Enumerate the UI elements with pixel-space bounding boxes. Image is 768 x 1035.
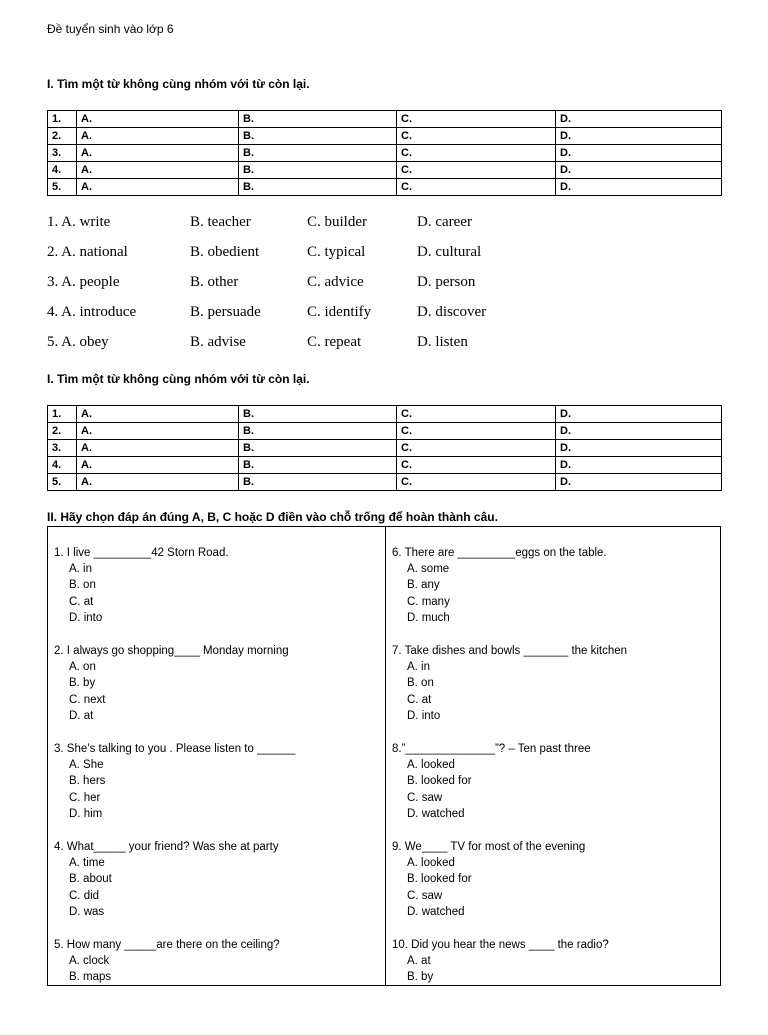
- word-option: B. obedient: [190, 244, 260, 260]
- answer-option: B. on: [407, 677, 434, 690]
- answer-cell: A.: [77, 457, 239, 474]
- answer-cell: A.: [77, 423, 239, 440]
- word-option: B. teacher: [190, 214, 251, 230]
- answer-row: [48, 457, 722, 474]
- answer-option: B. by: [407, 971, 434, 984]
- answer-option: C. many: [407, 595, 450, 608]
- answer-option: C. her: [69, 791, 101, 804]
- question: [392, 937, 717, 1035]
- answer-cell: C.: [397, 440, 556, 457]
- row-number: 3.: [48, 440, 77, 457]
- word-option: C. typical: [307, 244, 366, 260]
- answer-option: C. saw: [407, 791, 443, 804]
- answer-row: [48, 423, 722, 440]
- answer-row: [48, 162, 722, 179]
- answer-option: A. looked: [407, 857, 455, 869]
- answer-option: C. at: [407, 693, 432, 706]
- word-option: 2. A. national: [47, 244, 128, 260]
- question: [54, 937, 379, 1035]
- answer-option: B. about: [69, 873, 112, 886]
- row-number: 5.: [48, 474, 77, 491]
- question: [392, 545, 717, 643]
- answer-cell: A.: [77, 440, 239, 457]
- answer-cell: C.: [397, 111, 556, 128]
- questions-left-column: [54, 545, 379, 1035]
- question: [54, 839, 379, 937]
- row-number: 4.: [48, 457, 77, 474]
- question: [54, 741, 379, 839]
- row-number: 1.: [48, 111, 77, 128]
- answer-cell: C.: [397, 179, 556, 196]
- answer-cell: D.: [556, 440, 722, 457]
- answer-cell: D.: [556, 179, 722, 196]
- question-stem: 7. Take dishes and bowls _______ the kitchen: [392, 645, 628, 657]
- column-divider: [385, 527, 386, 985]
- word-option: C. identify: [307, 304, 372, 320]
- mcq-box: [47, 526, 721, 986]
- answer-cell: C.: [397, 423, 556, 440]
- answer-option: D. into: [69, 611, 103, 624]
- question-stem: 3. She’s talking to you . Please listen to ______: [54, 743, 296, 755]
- answer-option: B. on: [69, 579, 96, 592]
- answer-row: [48, 406, 722, 423]
- answer-cell: D.: [556, 162, 722, 179]
- answer-option: B. looked for: [407, 775, 472, 788]
- question-stem: 5. How many _____are there on the ceiling?: [54, 939, 280, 951]
- section-1b-heading: I. Tìm một từ không cùng nhóm với từ còn lại.: [47, 372, 310, 386]
- answer-row: [48, 179, 722, 196]
- answer-option: C. at: [69, 595, 94, 608]
- answer-table-2: [47, 405, 722, 491]
- answer-option: B. by: [69, 677, 96, 690]
- word-option: C. advice: [307, 274, 364, 290]
- answer-option: D. him: [69, 807, 103, 820]
- answer-cell: D.: [556, 457, 722, 474]
- answer-cell: B.: [239, 406, 397, 423]
- answer-cell: D.: [556, 145, 722, 162]
- question: [54, 545, 379, 643]
- word-option: 3. A. people: [47, 274, 120, 290]
- answer-cell: C.: [397, 474, 556, 491]
- answer-row: [48, 111, 722, 128]
- question: [392, 839, 717, 937]
- row-number: 5.: [48, 179, 77, 196]
- answer-row: [48, 145, 722, 162]
- question: [392, 643, 717, 741]
- section-2-heading: II. Hãy chọn đáp án đúng A, B, C hoặc D điền vào chỗ trống để hoàn thành câu.: [47, 510, 498, 524]
- answer-cell: B.: [239, 162, 397, 179]
- answer-cell: B.: [239, 111, 397, 128]
- answer-option: D. into: [407, 709, 441, 722]
- answer-option: A. on: [69, 661, 96, 673]
- answer-cell: B.: [239, 457, 397, 474]
- answer-cell: A.: [77, 406, 239, 423]
- answer-cell: A.: [77, 179, 239, 196]
- word-option: D. cultural: [417, 244, 482, 260]
- answer-option: A. time: [69, 857, 105, 869]
- answer-option: B. any: [407, 579, 440, 592]
- row-number: 4.: [48, 162, 77, 179]
- answer-option: D. at: [69, 709, 94, 722]
- question-stem: 9. We____ TV for most of the evening: [392, 841, 586, 853]
- word-option: 4. A. introduce: [47, 304, 137, 320]
- question: [54, 643, 379, 741]
- row-number: 3.: [48, 145, 77, 162]
- page-title: Đề tuyển sinh vào lớp 6: [47, 22, 174, 36]
- answer-option: B. looked for: [407, 873, 472, 886]
- answer-cell: C.: [397, 145, 556, 162]
- word-option: C. repeat: [307, 334, 362, 350]
- answer-option: D. much: [407, 611, 450, 624]
- word-option: D. discover: [417, 304, 487, 320]
- answer-cell: B.: [239, 474, 397, 491]
- answer-option: A. looked: [407, 759, 455, 771]
- answer-cell: B.: [239, 423, 397, 440]
- row-number: 1.: [48, 406, 77, 423]
- answer-option: D. was: [69, 905, 105, 918]
- answer-cell: D.: [556, 128, 722, 145]
- questions-right-column: [392, 545, 717, 1035]
- answer-option: C. next: [69, 693, 106, 706]
- answer-cell: B.: [239, 440, 397, 457]
- answer-option: C. saw: [407, 889, 443, 902]
- answer-cell: A.: [77, 128, 239, 145]
- question-stem: 1. I live _________42 Storn Road.: [54, 547, 229, 559]
- answer-cell: A.: [77, 474, 239, 491]
- answer-option: D. watched: [407, 807, 465, 820]
- answer-cell: D.: [556, 474, 722, 491]
- answer-option: A. some: [407, 563, 450, 575]
- answer-option: A. at: [407, 955, 431, 967]
- answer-option: B. maps: [69, 971, 112, 984]
- answer-option: A. in: [69, 563, 93, 575]
- question-stem: 10. Did you hear the news ____ the radio?: [392, 939, 609, 951]
- word-option: C. builder: [307, 214, 367, 230]
- answer-cell: C.: [397, 162, 556, 179]
- answer-cell: D.: [556, 423, 722, 440]
- answer-cell: A.: [77, 145, 239, 162]
- answer-option: B. hers: [69, 775, 106, 788]
- answer-cell: B.: [239, 145, 397, 162]
- section-1-heading: I. Tìm một từ không cùng nhóm với từ còn lại.: [47, 77, 310, 91]
- answer-option: A. clock: [69, 955, 110, 967]
- word-option: D. person: [417, 274, 476, 290]
- answer-cell: C.: [397, 128, 556, 145]
- question: [392, 741, 717, 839]
- word-option: B. persuade: [190, 304, 261, 320]
- question-stem: 4. What_____ your friend? Was she at party: [54, 841, 279, 853]
- answer-option: D. watched: [407, 905, 465, 918]
- word-option: D. listen: [417, 334, 468, 350]
- word-option: B. other: [190, 274, 239, 290]
- row-number: 2.: [48, 128, 77, 145]
- answer-cell: A.: [77, 111, 239, 128]
- answer-cell: C.: [397, 406, 556, 423]
- answer-cell: B.: [239, 179, 397, 196]
- word-option: 5. A. obey: [47, 334, 109, 350]
- answer-cell: B.: [239, 128, 397, 145]
- answer-cell: A.: [77, 162, 239, 179]
- answer-option: A. in: [407, 661, 431, 673]
- answer-table-1: [47, 110, 722, 196]
- answer-option: A. She: [69, 759, 104, 771]
- answer-cell: D.: [556, 111, 722, 128]
- answer-cell: D.: [556, 406, 722, 423]
- word-option: D. career: [417, 214, 472, 230]
- word-option: B. advise: [190, 334, 246, 350]
- answer-row: [48, 474, 722, 491]
- answer-row: [48, 128, 722, 145]
- answer-row: [48, 440, 722, 457]
- row-number: 2.: [48, 423, 77, 440]
- question-stem: 8.”______________”? – Ten past three: [392, 743, 591, 755]
- answer-option: C. did: [69, 889, 100, 902]
- answer-cell: C.: [397, 457, 556, 474]
- question-stem: 2. I always go shopping____ Monday morning: [54, 645, 289, 657]
- question-stem: 6. There are _________eggs on the table.: [392, 547, 607, 559]
- word-option: 1. A. write: [47, 214, 111, 230]
